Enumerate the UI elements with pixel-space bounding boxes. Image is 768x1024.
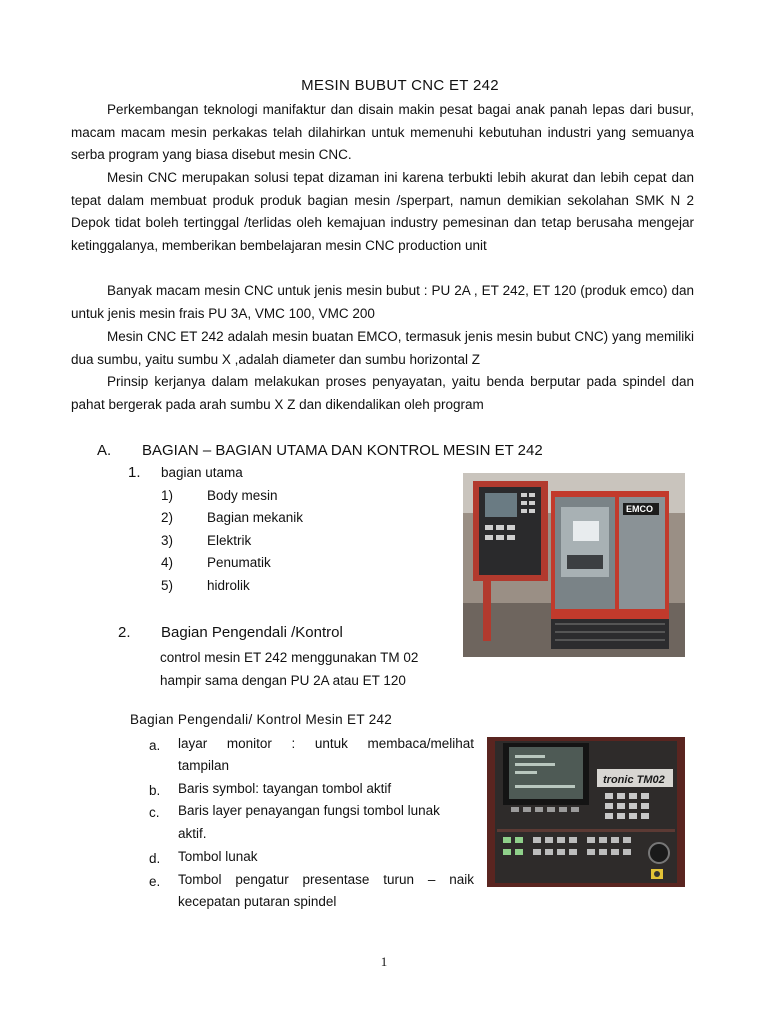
list-item: Body mesin xyxy=(207,488,278,503)
list-item: layar monitor : untuk membaca/melihat xyxy=(178,736,474,751)
list-item: Baris layer penayangan fungsi tombol lunak xyxy=(178,803,440,818)
list-item-num: 5) xyxy=(161,578,174,593)
list-item-letter: e. xyxy=(149,874,161,889)
intro-paragraph-1: Perkembangan teknologi manifaktur dan disain makin pesat bagai anak panah lepas dari busur, macam macam mesin perkakas telah dilahirkan untuk memenuhi kebutuhan industri yang semuanya serba program yang biasa disebut mesin CNC. xyxy=(71,102,694,163)
list-item-continued: kecepatan putaran spindel xyxy=(178,894,337,909)
intro-paragraph-4: Mesin CNC ET 242 adalah mesin buatan EMCO, termasuk jenis mesin bubut CNC) yang memiliki dua sumbu, yaitu sumbu X ,adalah diameter dan sumbu horizontal Z xyxy=(71,329,694,367)
list-item-letter: c. xyxy=(149,805,160,820)
list-item-letter: a. xyxy=(149,738,161,753)
intro-paragraph-3: Banyak macam mesin CNC untuk jenis mesin bubut : PU 2A , ET 242, ET 120 (produk emco) dan untuk jenis mesin frais PU 3A, VMC 100, VMC 200 xyxy=(71,283,694,321)
page-title: MESIN BUBUT CNC ET 242 xyxy=(301,77,499,94)
sub2-number: 2. xyxy=(118,624,131,641)
intro-paragraph-2: Mesin CNC merupakan solusi tepat dizaman ini karena terbukti lebih akurat dan lebih cepat dan tepat dalam membuat produk produk bagian mesin /sperpart, namun demikian sekolahan SMK N 2 Depok tidat boleh tertinggal /terlidas oleh kemajuan industry pemesinan dan tetap berusaha mengejar ketinggalanya, memberikan bembelajaran mesin CNC production unit xyxy=(71,170,694,253)
sub1-title: bagian utama xyxy=(161,465,243,480)
list-item-continued: tampilan xyxy=(178,758,230,773)
list-item-continued: aktif. xyxy=(178,826,207,841)
cnc-machine-icon xyxy=(463,473,685,657)
list-item-letter: d. xyxy=(149,851,161,866)
sub2-line: hampir sama dengan PU 2A atau ET 120 xyxy=(160,673,406,688)
panel-label: tronic TM02 xyxy=(603,774,665,786)
list-item-letter: b. xyxy=(149,783,161,798)
sub2-line: control mesin ET 242 menggunakan TM 02 xyxy=(160,650,419,665)
cnc-control-panel-icon xyxy=(487,737,685,887)
page-number: 1 xyxy=(380,954,388,969)
cnc-machine-photo xyxy=(463,473,685,657)
emco-logo: EMCO xyxy=(626,504,653,514)
list-item-num: 1) xyxy=(161,488,174,503)
list-item-num: 3) xyxy=(161,533,174,548)
sub2-title: Bagian Pengendali /Kontrol xyxy=(161,624,343,641)
control-panel-photo xyxy=(487,737,685,887)
section-a-letter: A. xyxy=(97,442,112,459)
list-item: Tombol lunak xyxy=(178,849,258,864)
list-item: Baris symbol: tayangan tombol aktif xyxy=(178,781,392,796)
intro-paragraph-5: Prinsip kerjanya dalam melakukan proses penyayatan, yaitu benda berputar pada spindel dan pahat bergerak pada arah sumbu X Z dan dikendalikan oleh program xyxy=(71,374,694,412)
list-item: Elektrik xyxy=(207,533,252,548)
list-item: Tombol pengatur presentase turun – naik xyxy=(178,872,474,887)
sub1-number: 1. xyxy=(128,464,141,481)
list-item: hidrolik xyxy=(207,578,250,593)
control-list-heading: Bagian Pengendali/ Kontrol Mesin ET 242 xyxy=(130,712,393,727)
list-item: Penumatik xyxy=(207,555,271,570)
section-a-title: BAGIAN – BAGIAN UTAMA DAN KONTROL MESIN ET 242 xyxy=(142,442,543,459)
list-item: Bagian mekanik xyxy=(207,510,304,525)
list-item-num: 2) xyxy=(161,510,174,525)
list-item-num: 4) xyxy=(161,555,174,570)
